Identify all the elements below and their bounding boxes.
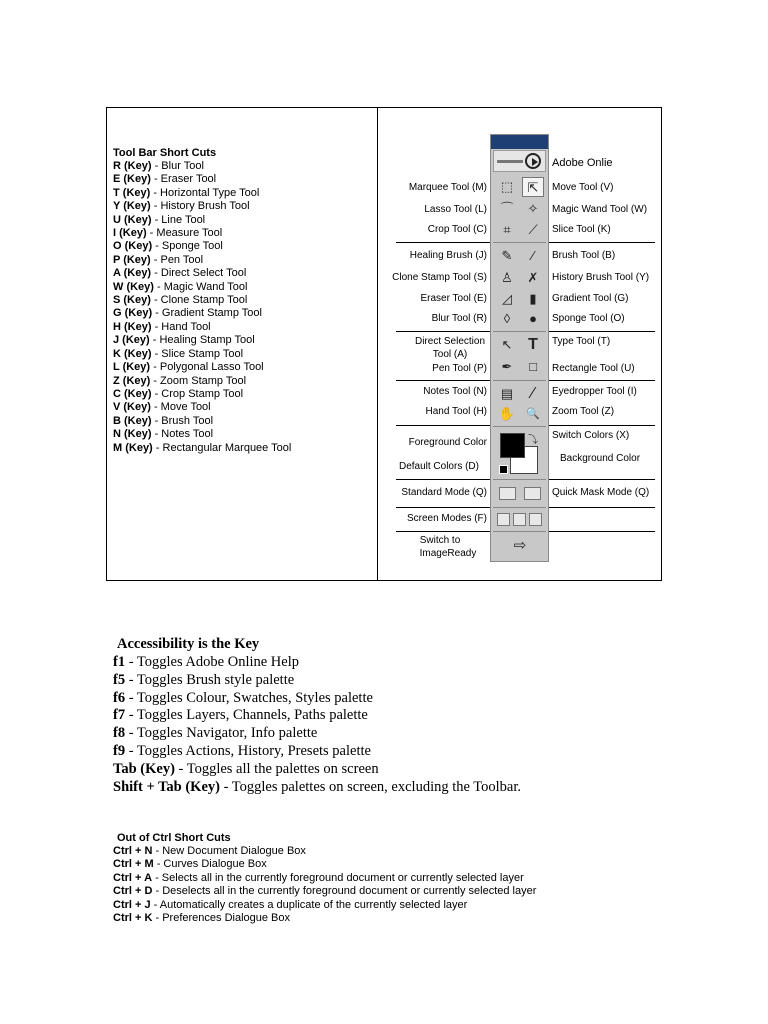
divider-line <box>549 425 655 426</box>
divider-line <box>549 507 655 508</box>
label-blur: Blur Tool (R) <box>431 313 487 324</box>
label-history-brush: History Brush Tool (Y) <box>552 272 650 283</box>
list-item: f1 - Toggles Adobe Online Help <box>113 654 299 670</box>
toolbar-separator <box>493 242 546 243</box>
divider-line <box>396 479 490 480</box>
label-magic-wand: Magic Wand Tool (W) <box>552 204 648 215</box>
list-item: R (Key) - Blur Tool <box>113 160 204 172</box>
switch-colors-icon[interactable]: ⤵ <box>528 435 538 446</box>
label-brush: Brush Tool (B) <box>552 250 616 261</box>
list-item: Z (Key) - Zoom Stamp Tool <box>113 374 247 387</box>
rectangle-icon[interactable]: □ <box>529 359 537 374</box>
imageready-icon[interactable]: ⇨ <box>513 537 527 554</box>
slice-icon[interactable]: ⟋ <box>528 222 538 237</box>
quick-mask-button[interactable] <box>524 487 541 500</box>
list-item: C (Key) - Crop Stamp Tool <box>113 387 244 400</box>
divider-line <box>396 331 490 332</box>
label-hand: Hand Tool (H) <box>425 406 487 417</box>
divider-line <box>396 380 490 381</box>
list-item: U (Key) - Line Tool <box>113 213 206 226</box>
list-item: Ctrl + N - New Document Dialogue Box <box>113 845 306 857</box>
label-eraser: Eraser Tool (E) <box>420 293 487 304</box>
sponge-icon[interactable]: ● <box>529 311 537 326</box>
toolbar-title-bar <box>491 135 548 149</box>
toolbar-shortcuts-title: Tool Bar Short Cuts <box>113 147 217 159</box>
list-item: K (Key) - Slice Stamp Tool <box>113 347 244 360</box>
list-item: S (Key) - Clone Stamp Tool <box>113 294 248 307</box>
toolbar-separator <box>493 331 546 332</box>
healing-brush-icon[interactable]: ✎ <box>501 248 513 263</box>
label-standard-mode: Standard Mode (Q) <box>401 487 487 498</box>
gradient-icon[interactable]: ▮ <box>529 291 537 306</box>
magic-wand-icon[interactable]: ✧ <box>527 201 539 216</box>
screen-mode-full-button[interactable] <box>529 513 542 526</box>
toolbar-separator <box>493 479 546 480</box>
pen-icon[interactable]: ✒ <box>501 359 513 374</box>
hand-icon[interactable]: ✋ <box>498 406 516 421</box>
label-foreground: Foreground Color <box>408 437 487 448</box>
eraser-icon[interactable]: ◿ <box>502 291 512 306</box>
list-item: A (Key) - Direct Select Tool <box>113 267 247 280</box>
list-item: L (Key) - Polygonal Lasso Tool <box>113 361 264 374</box>
toolbar-separator <box>493 426 546 427</box>
label-eyedropper: Eyedropper Tool (I) <box>552 386 637 397</box>
zoom-icon[interactable]: 🔍 <box>526 408 540 420</box>
type-icon[interactable]: T <box>528 336 538 353</box>
label-healing: Healing Brush (J) <box>409 250 487 261</box>
list-item: f9 - Toggles Actions, History, Presets palette <box>113 742 371 759</box>
list-item: f5 - Toggles Brush style palette <box>113 671 295 688</box>
eyedropper-icon[interactable]: ⁄ <box>531 385 535 402</box>
crop-icon[interactable]: ⌗ <box>503 222 511 237</box>
label-switch-1: Switch to <box>419 535 461 546</box>
toolbar-separator <box>493 507 546 508</box>
list-item: Ctrl + J - Automatically creates a duplicate of the currently selected layer <box>113 898 468 911</box>
standard-mode-button[interactable] <box>499 487 516 500</box>
list-item: Ctrl + D - Deselects all in the currently foreground document or currently selected layer <box>113 885 537 898</box>
divider-line <box>396 531 490 532</box>
list-item: f7 - Toggles Layers, Channels, Paths palette <box>113 707 368 724</box>
label-marquee: Marquee Tool (M) <box>408 182 487 193</box>
label-sponge: Sponge Tool (O) <box>552 313 625 324</box>
list-item: Ctrl + K - Preferences Dialogue Box <box>113 912 291 925</box>
toolbar-separator <box>493 380 546 381</box>
screen-mode-menu-button[interactable] <box>513 513 526 526</box>
label-rectangle: Rectangle Tool (U) <box>552 363 635 374</box>
divider-line <box>396 425 490 426</box>
list-item: M (Key) - Rectangular Marquee Tool <box>113 441 292 454</box>
adobe-eye-icon <box>525 153 541 169</box>
blur-icon[interactable]: ◊ <box>503 311 511 326</box>
history-brush-icon[interactable]: ✗ <box>527 270 539 285</box>
label-notes: Notes Tool (N) <box>423 386 487 397</box>
marquee-icon[interactable]: ⬚ <box>500 179 514 194</box>
label-crop: Crop Tool (C) <box>427 224 487 235</box>
move-icon[interactable]: ⇱ <box>522 177 544 197</box>
list-item: W (Key) - Magic Wand Tool <box>113 280 248 293</box>
lasso-icon[interactable]: ⌒ <box>500 201 514 216</box>
list-item: V (Key) - Move Tool <box>113 401 211 414</box>
label-switch-2: ImageReady <box>419 548 477 559</box>
label-clone: Clone Stamp Tool (S) <box>392 272 487 283</box>
list-item: f8 - Toggles Navigator, Info palette <box>113 725 318 742</box>
list-item: T (Key) - Horizontal Type Tool <box>113 186 260 199</box>
adobe-online-button[interactable] <box>493 150 546 172</box>
label-zoom: Zoom Tool (Z) <box>552 406 615 417</box>
label-direct-select-1: Direct Selection <box>414 336 486 347</box>
label-gradient: Gradient Tool (G) <box>552 293 629 304</box>
label-lasso: Lasso Tool (L) <box>424 204 487 215</box>
list-item: N (Key) - Notes Tool <box>113 428 214 441</box>
divider-line <box>396 507 490 508</box>
divider-line <box>549 242 655 243</box>
label-quick-mask: Quick Mask Mode (Q) <box>552 487 650 498</box>
photoshop-toolbar <box>490 134 549 562</box>
toolbar-shortcuts-list <box>113 160 291 455</box>
list-item: G (Key) - Gradient Stamp Tool <box>113 307 262 320</box>
label-move: Move Tool (V) <box>552 182 614 193</box>
label-type: Type Tool (T) <box>552 336 611 347</box>
accessibility-title: Accessibility is the Key <box>117 636 260 652</box>
divider-line <box>396 242 490 243</box>
divider-line <box>549 380 655 381</box>
list-item: J (Key) - Healing Stamp Tool <box>113 334 255 347</box>
direct-selection-icon[interactable]: ↖ <box>501 337 513 352</box>
accessibility-list <box>113 654 521 796</box>
list-item: Ctrl + A - Selects all in the currently foreground document or currently selected layer <box>113 871 524 884</box>
list-item: P (Key) - Pen Tool <box>113 253 204 266</box>
list-item: Tab (Key) - Toggles all the palettes on screen <box>113 760 379 777</box>
label-background: Background Color <box>560 453 641 464</box>
logo-streak <box>497 160 523 163</box>
list-item: H (Key) - Hand Tool <box>113 320 211 333</box>
label-slice: Slice Tool (K) <box>552 224 611 235</box>
toolbar-separator <box>493 531 546 532</box>
ctrl-shortcuts-title: Out of Ctrl Short Cuts <box>117 832 231 844</box>
label-switch-colors: Switch Colors (X) <box>552 430 630 441</box>
screen-mode-standard-button[interactable] <box>497 513 510 526</box>
label-default-colors: Default Colors (D) <box>398 461 479 472</box>
label-pen: Pen Tool (P) <box>432 363 487 374</box>
list-item: E (Key) - Eraser Tool <box>113 173 217 186</box>
foreground-color-swatch[interactable] <box>500 433 525 458</box>
ctrl-shortcuts-list <box>113 845 536 925</box>
label-adobe-online: Adobe Onlie <box>552 157 613 169</box>
list-item: Shift + Tab (Key) - Toggles palettes on screen, excluding the Toolbar. <box>113 778 522 795</box>
label-screen-modes: Screen Modes (F) <box>406 513 487 524</box>
list-item: O (Key) - Sponge Tool <box>113 240 223 253</box>
divider-line <box>549 531 655 532</box>
notes-icon[interactable]: ▤ <box>500 386 514 401</box>
label-direct-select-2: Tool (A) <box>432 349 468 360</box>
clone-stamp-icon[interactable]: ♙ <box>501 270 513 285</box>
divider-line <box>549 331 655 332</box>
list-item: B (Key) - Brush Tool <box>113 414 214 427</box>
list-item: I (Key) - Measure Tool <box>113 227 223 240</box>
list-item: f6 - Toggles Colour, Swatches, Styles palette <box>113 689 373 706</box>
brush-icon[interactable]: ∕ <box>531 248 535 263</box>
default-colors-icon[interactable] <box>499 465 508 474</box>
list-item: Y (Key) - History Brush Tool <box>113 200 250 213</box>
divider-line <box>549 479 655 480</box>
list-item: Ctrl + M - Curves Dialogue Box <box>113 858 267 871</box>
table-divider <box>377 107 378 581</box>
